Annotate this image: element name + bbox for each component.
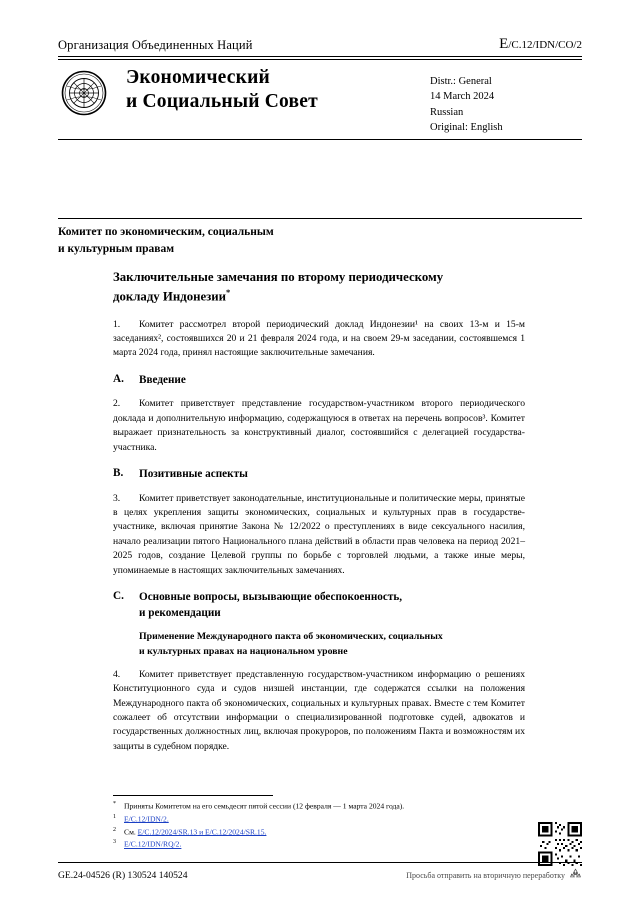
distr-line-0: Distr.: General (430, 76, 492, 87)
footnote-marker-2: 2 (113, 826, 116, 833)
section-heading-c (113, 590, 525, 621)
document-body (113, 268, 525, 766)
header-rule-thin (58, 59, 582, 60)
section-title-a: Введение (139, 373, 186, 386)
paragraph-1 (113, 318, 525, 361)
recycle-icon (569, 868, 582, 883)
subheading-line1: Применение Международного пакта об экономических, социальных (139, 631, 443, 643)
masthead-title (126, 66, 318, 114)
paragraph-text-1: Комитет рассмотрел второй периодический доклад Индонезии¹ на своих 13-м и 15-м заседаниях², состоявшихся 20 и 21 февраля 2024 года, и на своем 29-м заседании, состоявшемся 1 марта 2024 года, принял настоящие заключительные замечания. (113, 318, 525, 359)
recycle-notice (406, 868, 582, 883)
footnote-link-2[interactable]: E/C.12/2024/SR.13 и E/C.12/2024/SR.15. (137, 827, 267, 837)
footnote-marker-1: 1 (113, 813, 116, 820)
footnote-1 (113, 813, 525, 826)
footnote-2 (113, 826, 525, 839)
paragraph-text-4: Комитет приветствует представленную государством-участником информацию о решениях Конституционного суда и судов низшей инстанции, где содержатся ссылки на положения Международного пакта об экономических, социальных и культурных правах. Вместе с тем Комитет сожалеет об отсутствии информации о специализированной подготовке судей, адвокатов и государственных должностных лиц, включая прокуроров, по положениям Пакта и возможностям их защиты в судебном порядке. (113, 668, 525, 752)
distr-line-3: Original: English (430, 122, 503, 134)
masthead-title-line2: и Социальный Совет (126, 90, 318, 112)
doc-title-line2: докладу Индонезии (113, 289, 227, 304)
subheading-line2: и культурных правах на национальном уровне (139, 645, 348, 657)
committee-line2: и культурным правам (58, 242, 175, 255)
section-letter-c: C. (113, 590, 124, 602)
footnote-separator (113, 795, 273, 796)
distr-line-1: 14 March 2024 (430, 91, 495, 103)
footnote-text-2: См. (124, 827, 138, 837)
paragraph-text-3: Комитет приветствует законодательные, институциональные и политические меры, принятые в целях укрепления защиты экономических, социальных и культурных прав в государстве-участнике, включая принятие Закона № 12/2022 о преступлениях в виде сексуального насилия, начало реализации пятого Национального плана действий в области прав человека на период 2021–2025 годов, создание Целевой группы по борьбе с торговлей людьми, а также иные меры, упоминаемые в настоящих заключительных замечаниях. (113, 492, 525, 576)
subheading (139, 630, 525, 658)
footnotes (113, 800, 525, 851)
recycle-notice-text: Просьба отправить на вторичную переработку (406, 871, 565, 880)
section-heading-a (113, 373, 525, 389)
section-heading-b (113, 467, 525, 483)
footnote-0 (113, 800, 525, 813)
committee-line1: Комитет по экономическим, социальным (58, 226, 274, 238)
footer-rule (58, 862, 582, 863)
paragraph-number-2: 2. (113, 398, 121, 410)
doc-title-line1: Заключительные замечания по второму периодическому (113, 270, 444, 284)
committee-name (58, 224, 388, 257)
distribution-block (430, 74, 503, 136)
qr-code (538, 822, 582, 866)
footnote-link-3[interactable]: E/C.12/IDN/RQ/2. (124, 840, 182, 850)
paragraph-2 (113, 397, 525, 455)
paragraph-number-1: 1. (113, 318, 121, 330)
page-title (113, 268, 525, 306)
footnote-3 (113, 838, 525, 851)
section-letter-a: A. (113, 372, 124, 385)
section-title-c-line1: Основные вопросы, вызывающие обеспокоенность, (139, 591, 403, 603)
committee-rule (58, 218, 582, 219)
paragraph-3 (113, 492, 525, 578)
footnote-text-0: Приняты Комитетом на его семьдесят пятой сессии (12 февраля — 1 марта 2024 года). (124, 801, 405, 811)
symbol-prefix: E (499, 36, 509, 52)
section-title-b: Позитивные аспекты (139, 467, 248, 480)
un-emblem-icon (61, 70, 107, 116)
section-title-c (139, 590, 402, 621)
footnote-marker-3: 3 (113, 839, 116, 846)
footnote-marker-0: * (113, 801, 116, 807)
masthead-title-line1: Экономический (126, 67, 270, 88)
document-symbol (499, 36, 582, 53)
document-header (58, 36, 582, 60)
section-title-c-line2: и рекомендации (139, 606, 221, 619)
symbol-suffix: /C.12/IDN/CO/2 (508, 39, 582, 51)
title-footnote-marker: * (226, 287, 231, 298)
masthead (58, 66, 582, 136)
organization-name: Организация Объединенных Наций (58, 38, 253, 52)
section-letter-b: B. (113, 466, 124, 479)
paragraph-number-3: 3. (113, 492, 121, 504)
distr-line-2: Russian (430, 106, 464, 118)
document-code: GE.24-04526 (R) 130524 140524 (58, 870, 188, 881)
paragraph-number-4: 4. (113, 668, 121, 680)
document-footer (58, 868, 582, 883)
header-rule-thick (58, 56, 582, 57)
paragraph-4 (113, 668, 525, 754)
paragraph-text-2: Комитет приветствует представление государством-участником второго периодического доклада и дополнительную информацию, содержащуюся в ответах на перечень вопросов³. Комитет выражает признательность за конструктивный диалог, состоявшийся с делегацией государства-участника. (113, 398, 525, 453)
footnote-link-1[interactable]: E/C.12/IDN/2. (124, 814, 169, 824)
masthead-bottom-rule (58, 139, 582, 140)
